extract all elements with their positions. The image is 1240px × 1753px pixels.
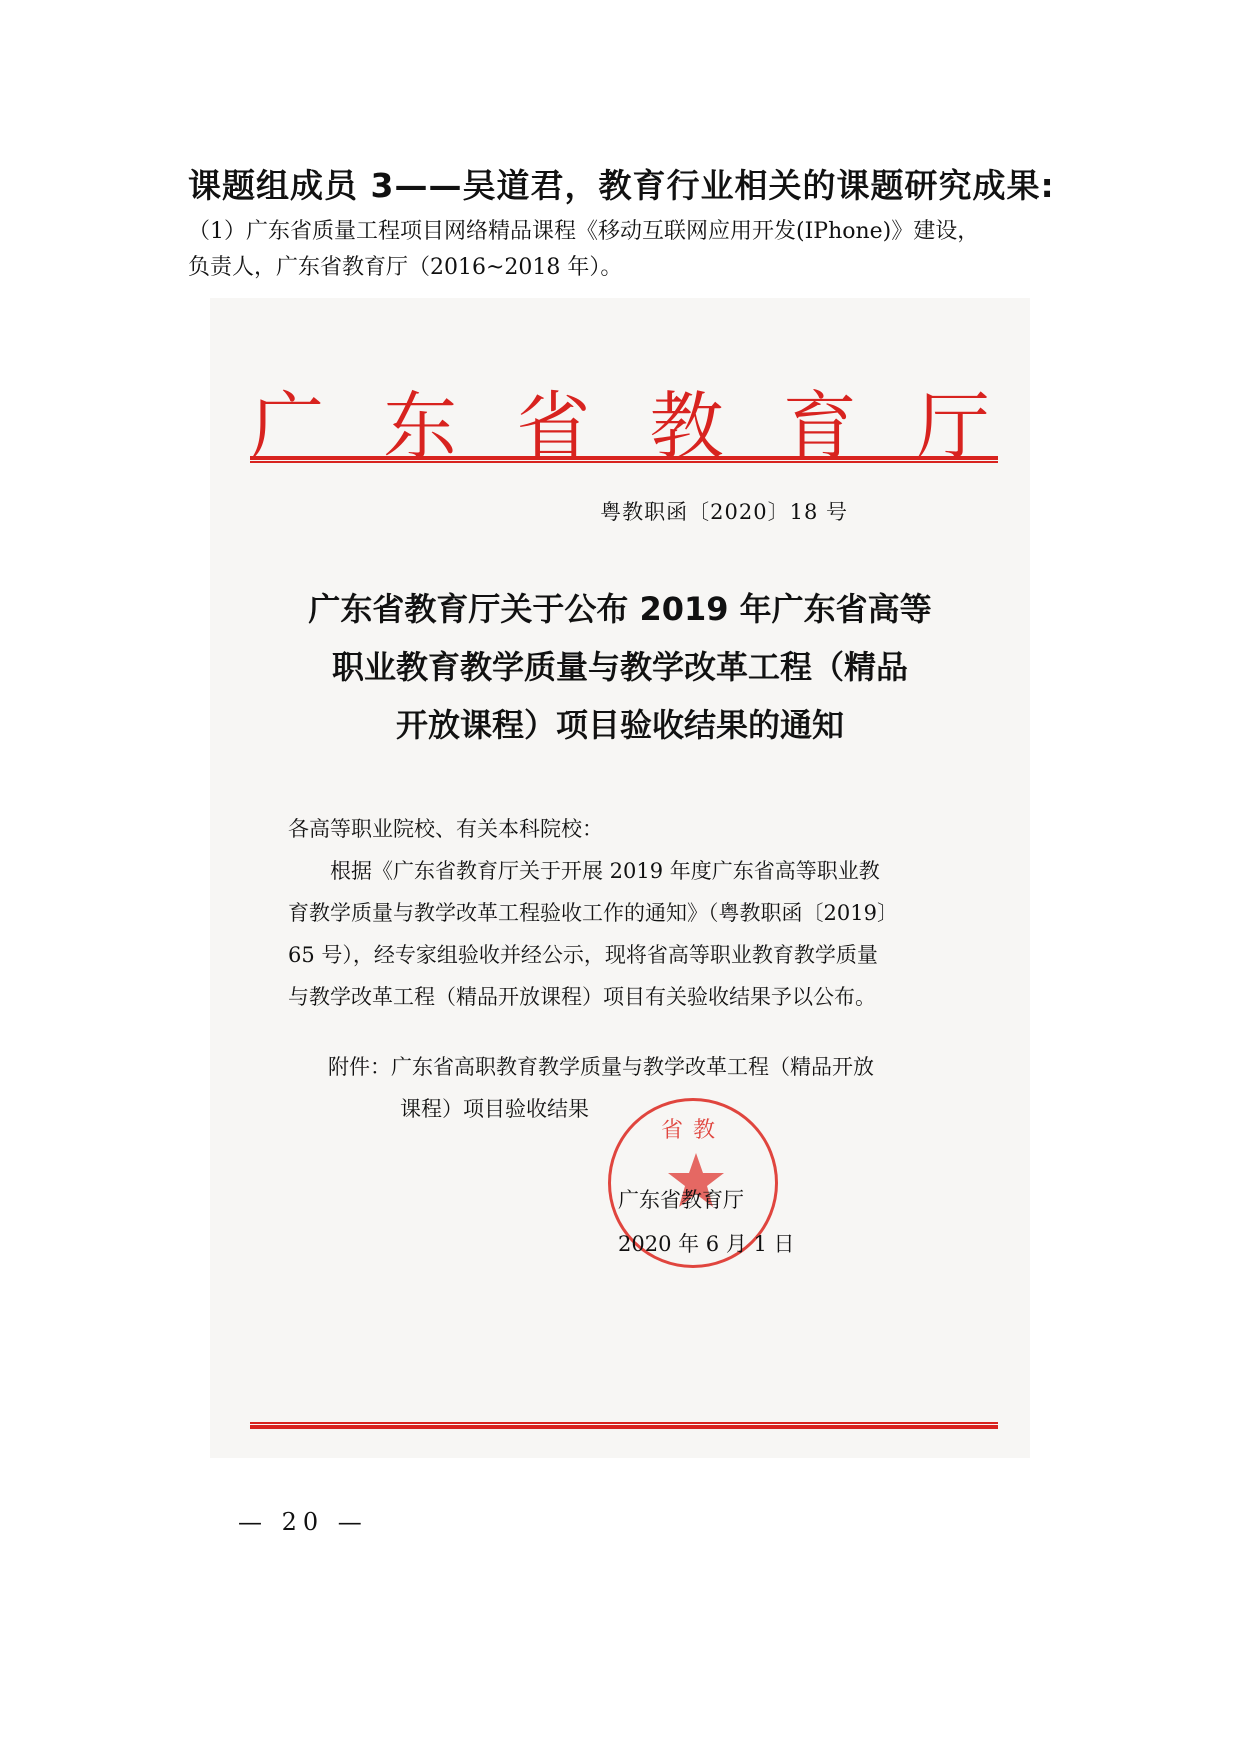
attachment-line: 附件：广东省高职教育教学质量与教学改革工程（精品开放 <box>328 1055 874 1079</box>
body-line: 65 号），经专家组验收并经公示，现将省高等职业教育教学质量 <box>288 943 878 967</box>
scanned-official-document <box>210 298 1030 1458</box>
org-char: 育 <box>782 384 857 470</box>
red-footer-rule <box>250 1422 998 1429</box>
notice-title-line: 职业教育教学质量与教学改革工程（精品 <box>331 648 908 686</box>
org-char: 厅 <box>915 384 990 470</box>
notice-title <box>250 580 990 754</box>
paragraph-line: （1）广东省质量工程项目网络精品课程《移动互联网应用开发(IPhone)》建设， <box>188 219 980 244</box>
body-line: 育教学质量与教学改革工程验收工作的通知》（粤教职函〔2019〕 <box>288 901 898 925</box>
notice-title-line: 广东省教育厅关于公布 2019 年广东省高等 <box>308 590 932 628</box>
org-char: 广 <box>250 384 324 470</box>
signer-name: 广东省教育厅 <box>618 1188 744 1212</box>
page-number: — 20 — <box>238 1508 368 1536</box>
document-number: 粤教职函〔2020〕18 号 <box>600 500 848 524</box>
org-char: 省 <box>516 384 591 470</box>
signature-block <box>618 1178 838 1266</box>
seal-text: 省教 <box>660 1118 725 1143</box>
issue-date: 2020 年 6 月 1 日 <box>618 1232 795 1256</box>
notice-title-line: 开放课程）项目验收结果的通知 <box>395 706 844 744</box>
salutation: 各高等职业院校、有关本科院校： <box>288 817 603 841</box>
notice-body <box>288 808 988 1018</box>
paragraph-line: 负责人，广东省教育厅（2016~2018 年）。 <box>188 255 623 280</box>
body-line: 与教学改革工程（精品开放课程）项目有关验收结果予以公布。 <box>288 985 876 1009</box>
body-line: 根据《广东省教育厅关于开展 2019 年度广东省高等职业教 <box>288 859 880 883</box>
attachment-line: 课程）项目验收结果 <box>400 1097 589 1121</box>
section-heading: 课题组成员 3——吴道君，教育行业相关的课题研究成果: <box>188 166 1055 205</box>
org-char: 教 <box>649 384 724 470</box>
red-header-rule <box>250 456 998 463</box>
achievement-paragraph <box>188 214 1068 286</box>
org-char: 东 <box>383 384 458 470</box>
